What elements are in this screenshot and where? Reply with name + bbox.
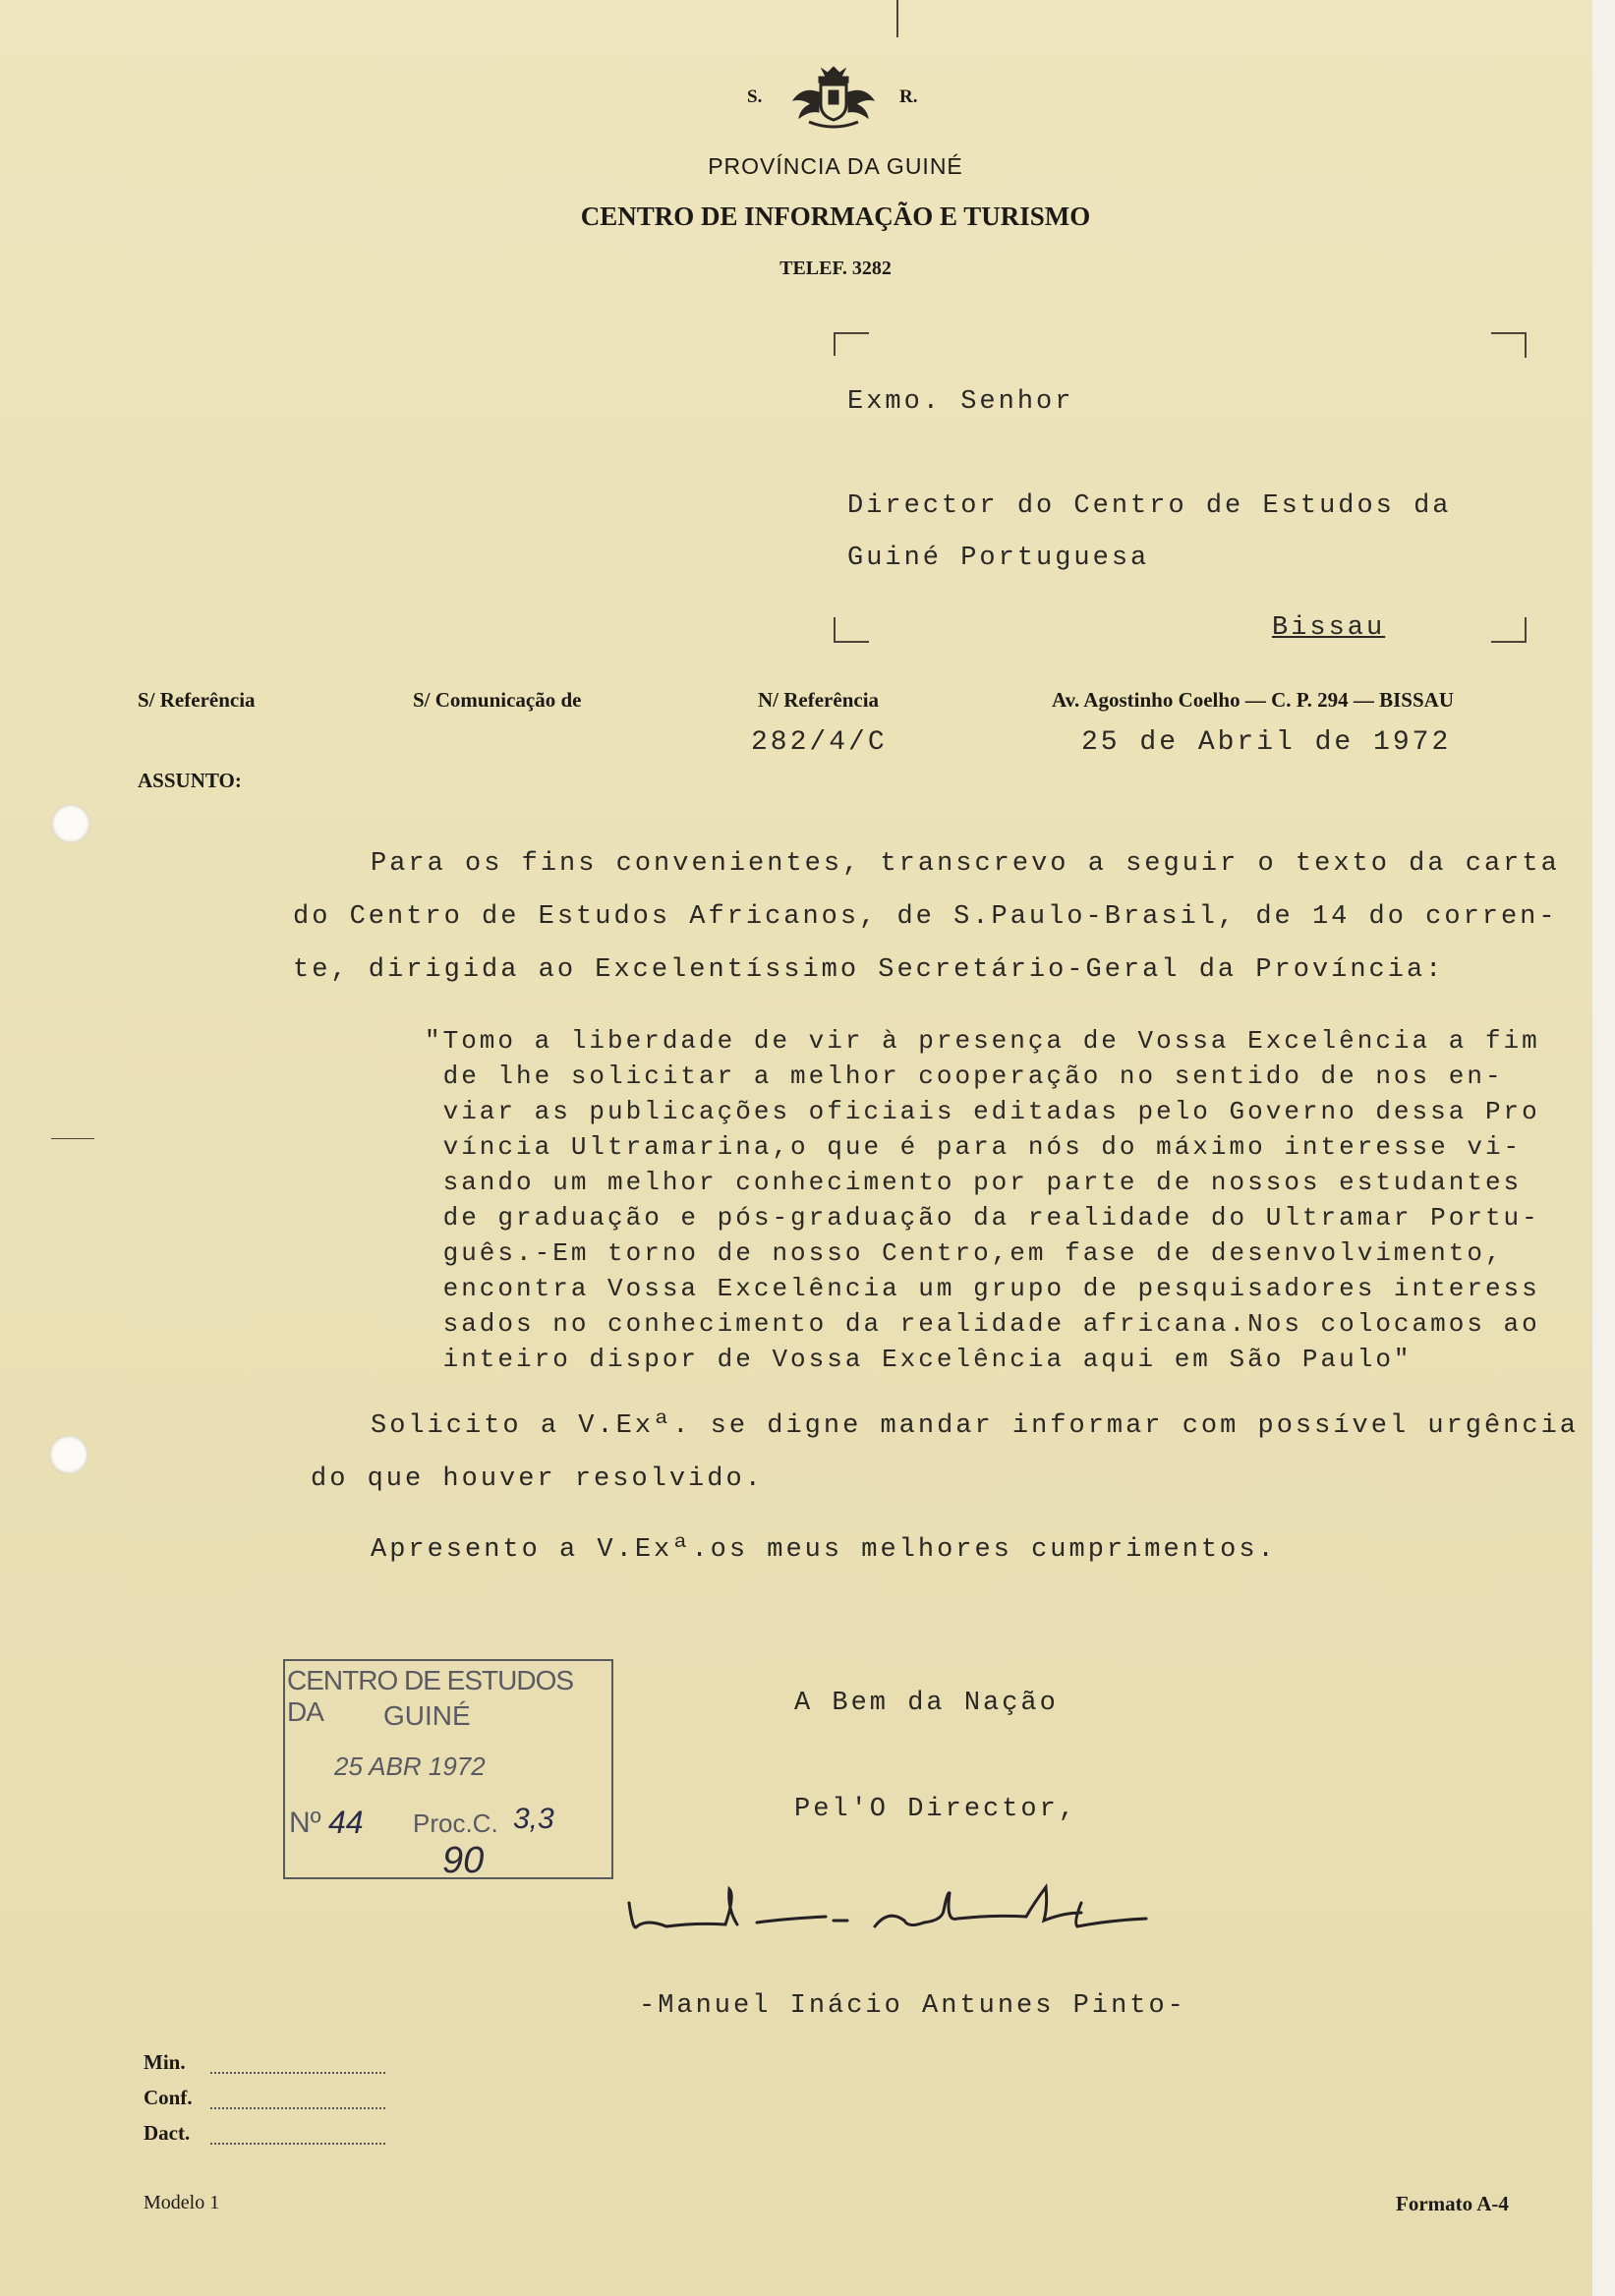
n-referencia-label: N/ Referência xyxy=(758,688,880,712)
quote-line: "Tomo a liberdade de vir à presença de Vossa Excelência a fim xyxy=(425,1026,1540,1056)
letterhead-right-initial: R. xyxy=(899,86,918,107)
dact-label: Dact. xyxy=(144,2121,191,2145)
quote-line: víncia Ultramarina,o que é para nós do máximo interesse vi- xyxy=(425,1132,1523,1162)
conf-line xyxy=(210,2107,385,2109)
stamp-proc: 3,3 xyxy=(513,1803,554,1835)
s-comunicacao-label: S/ Comunicação de xyxy=(413,688,582,712)
conf-label: Conf. xyxy=(144,2086,193,2109)
phone-number: TELEF. 3282 xyxy=(779,258,892,279)
body-line: te, dirigida ao Excelentíssimo Secretário-Geral da Província: xyxy=(293,955,1445,985)
min-line xyxy=(210,2072,385,2074)
salutation: Exmo. Senhor xyxy=(847,387,1074,417)
motto: A Bem da Nação xyxy=(794,1689,1059,1718)
fold-mark xyxy=(51,1138,94,1139)
quote-line: guês.-Em torno de nosso Centro,em fase de desenvolvimento, xyxy=(425,1238,1504,1268)
quote-line: viar as publicações oficiais editadas pelo Governo dessa Pro xyxy=(425,1097,1540,1126)
corner-mark xyxy=(834,332,869,334)
stamp-proc-label: Proc.C. xyxy=(413,1808,498,1838)
province-name: PROVÍNCIA DA GUINÉ xyxy=(708,153,963,179)
received-stamp xyxy=(283,1659,613,1879)
corner-mark xyxy=(1491,332,1527,334)
address-line: Av. Agostinho Coelho — C. P. 294 — BISSAU xyxy=(1052,688,1454,712)
model-label: Modelo 1 xyxy=(144,2192,220,2213)
corner-mark xyxy=(1491,641,1527,643)
quote-line: encontra Vossa Excelência um grupo de pesquisadores interess xyxy=(425,1274,1540,1303)
addressee-city: Bissau xyxy=(1272,613,1386,643)
top-mark xyxy=(896,0,898,37)
body-line: do que houver resolvido. xyxy=(311,1464,764,1494)
body-line: Solicito a V.Exª. se digne mandar informar com possível urgência xyxy=(371,1411,1579,1441)
punch-hole xyxy=(51,804,90,843)
quote-line: sando um melhor conhecimento por parte de nossos estudantes xyxy=(425,1168,1523,1197)
dact-line xyxy=(210,2143,385,2145)
corner-mark xyxy=(834,617,836,643)
stamp-line-2: GUINÉ xyxy=(383,1700,471,1731)
quote-line: inteiro dispor de Vossa Excelência aqui em São Paulo" xyxy=(425,1345,1413,1374)
signatory-name: -Manuel Inácio Antunes Pinto- xyxy=(639,1991,1186,2021)
punch-hole xyxy=(49,1435,88,1474)
quote-line: sados no conhecimento da realidade africana.Nos colocamos ao xyxy=(425,1309,1540,1339)
page-edge xyxy=(1592,0,1615,2296)
quote-line: de lhe solicitar a melhor cooperação no sentido de nos en- xyxy=(425,1062,1504,1091)
addressee-line-1: Director do Centro de Estudos da xyxy=(847,491,1452,521)
letterhead-left-initial: S. xyxy=(747,86,763,107)
quote-line: de graduação e pós-graduação da realidade do Ultramar Portu- xyxy=(425,1203,1540,1233)
stamp-extra: 90 xyxy=(442,1840,485,1881)
closing-line: Apresento a V.Exª.os meus melhores cumprimentos. xyxy=(371,1535,1277,1565)
body-line: Para os fins convenientes, transcrevo a seguir o texto da carta xyxy=(371,849,1560,879)
corner-mark xyxy=(834,641,869,643)
s-referencia-label: S/ Referência xyxy=(138,688,256,712)
corner-mark xyxy=(1525,617,1527,643)
addressee-line-2: Guiné Portuguesa xyxy=(847,544,1150,573)
stamp-date: 25 ABR 1972 xyxy=(334,1751,486,1781)
n-referencia-value: 282/4/C xyxy=(751,727,888,758)
signature-for: Pel'O Director, xyxy=(794,1795,1078,1824)
stamp-number-label: Nº xyxy=(289,1807,321,1839)
corner-mark xyxy=(834,332,836,356)
office-name: CENTRO DE INFORMAÇÃO E TURISMO xyxy=(580,201,1091,231)
handwritten-signature xyxy=(619,1883,1239,1942)
stamp-line-1: CENTRO DE ESTUDOS DA xyxy=(287,1665,574,1727)
stamp-number: 44 xyxy=(328,1805,364,1840)
format-label: Formato A-4 xyxy=(1396,2192,1509,2215)
body-line: do Centro de Estudos Africanos, de S.Paulo-Brasil, de 14 do corren- xyxy=(293,902,1558,932)
corner-mark xyxy=(1525,332,1527,358)
letter-date: 25 de Abril de 1972 xyxy=(1081,727,1452,758)
min-label: Min. xyxy=(144,2050,186,2074)
assunto-label: ASSUNTO: xyxy=(138,769,242,792)
coat-of-arms-icon xyxy=(789,63,878,134)
